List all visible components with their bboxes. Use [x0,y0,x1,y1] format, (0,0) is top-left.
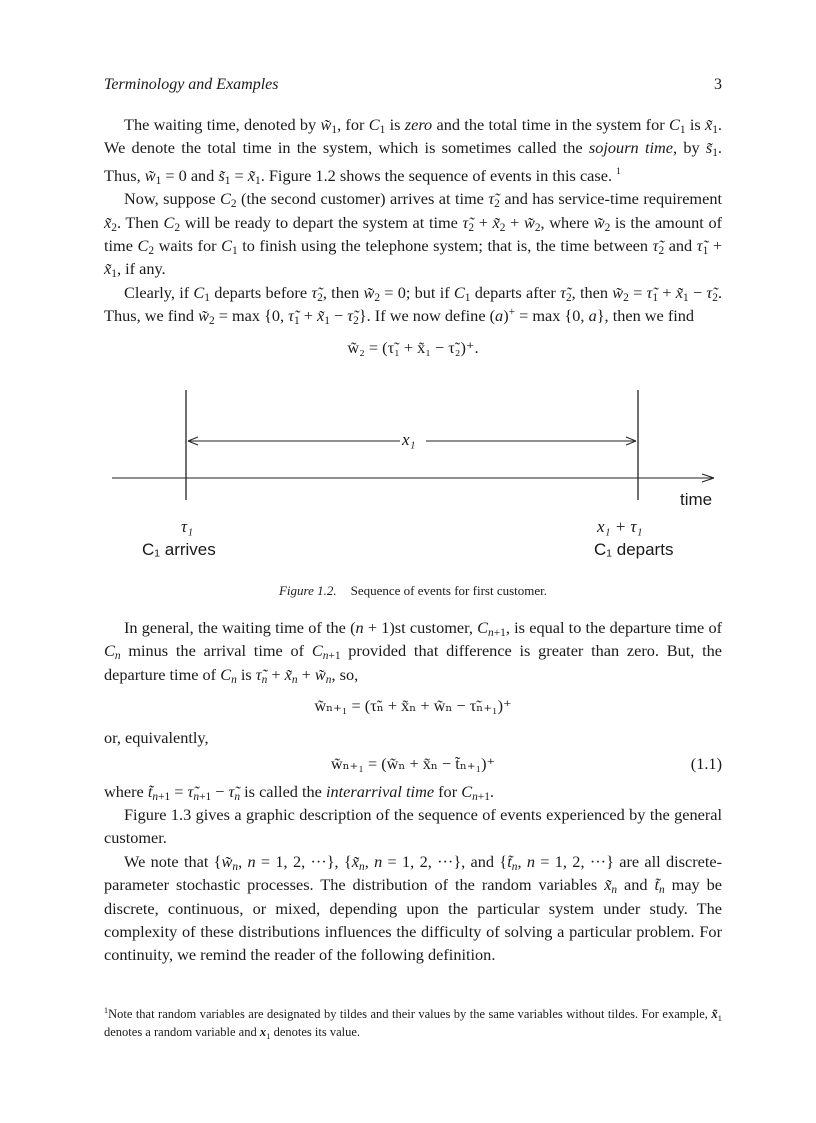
equation-number: (1.1) [690,753,722,773]
time-axis-label: time [680,490,713,509]
equation-w-n-plus-1: w̃ₙ₊₁ = (τ̃ₙ + x̃ₙ + w̃ₙ − τ̃ₙ₊₁)⁺ [314,696,512,716]
page-number: 3 [714,76,722,93]
caption-label: Figure 1.2. [278,583,337,598]
paragraph-3: Clearly, if $C_1$ departs before $\taũ_2$, then $w̃_2 = 0$; but if $C_1$ departs after $\taũ_2$, then $w̃_2$ = $\taũ_1$ + $x̃_1$ − $\taũ_2$. Thus, we find $w̃_2 = \max \{0$, $\taũ_1$ + $x̃_1$ − $\taũ_2$}. If we now define (a)+ = max {0, a}, then we find [104,282,723,328]
arrival-event-label: C₁ arrives [142,540,216,559]
running-head [104,76,722,98]
footnote-mark: 1 [104,1006,109,1015]
arrival-time-label: τ₁ [181,517,193,536]
equation-1-1 [104,752,722,778]
departure-event-label: C₁ departs [594,540,674,559]
footnote: $^1$Note that random variables are designated by tildes and their values by the same variables without tildes. For example, $x̃_1$ denotes a random variable and $x_1$ denotes its value. [104,1006,722,1041]
paragraph-6: Figure 1.3 gives a graphic description of the sequence of events experienced by the general customer. [104,805,722,848]
paragraph-7: We note that {$w̃_n$, n = 1, 2, ···}, {$x̃_n$, n = 1, 2, ···}, and {$t̃_n$, n = 1, 2, ···} are all discrete-parameter stochastic processes. The distribution of the random variables $x̃_n$ and $t̃_n$ may be discrete, continuous, or mixed, depending upon the particular system under study. The complexity of these distributions influences the difficulty of solving a particular problem. For continuity, we remind the reader of the following definition. [104,851,723,965]
caption-text: Sequence of events for first customer. [350,583,548,598]
equation-w2: w̃₂ = (τ̃₁ + x̃₁ − τ̃₂)⁺. [347,337,479,357]
paragraph-2: Now, suppose $C_2$ (the second customer) arrives at time $\taũ_2$ and has service-time requirement $x̃_2$. Then $C_2$ will be ready to depart the system at time $\taũ_2$ + $x̃_2$ + $w̃_2$, where $w̃_2$ is the amount of time $C_2$ waits for $C_1$ to finish using the telephone system; that is, the time between $\taũ_2$ and $\taũ_1$ + $x̃_1$, if any. [104,189,723,281]
footnote-reference[interactable]: 1 [616,165,621,177]
paragraph-4: In general, the waiting time of the (n + 1)st customer, $C_{n+1}$, is equal to the departure time of $C_n$ minus the arrival time of $C_{n+1}$ provided that difference is greater than zero. But, the departure time of $C_n$ is $\taũ_n$ + $x̃_n$ + $w̃_n$, so, [104,618,723,686]
body-text-lower [104,616,722,967]
departure-time-label: x₁ + τ₁ [597,517,643,536]
interval-label: x₁ [402,430,416,449]
paragraph-5: where $t̃_{n+1}$ = $\taũ_{n+1}$ − $\taũ_n$ is called the interarrival time for $C_{n+1}$. [104,781,494,803]
figure-caption [104,583,722,599]
figure-1-2 [104,382,722,600]
running-head-title: Terminology and Examples [104,76,279,93]
body-text-upper [104,113,722,368]
paragraph-1: The waiting time, denoted by $w̃_1$, for $C_1$ is zero and the total time in the system for $C_1$ is $x̃_1$. We denote the total time in the system, which is sometimes called the sojourn time, by $s̃_1$. Thus, $w̃_1 = 0$ and $s̃_1$ = $x̃_1$. Figure 1.2 shows the sequence of events in this case. $^1$ [104,115,722,187]
equivalently-text: or, equivalently, [104,728,209,748]
equation-1-1-body: w̃ₙ₊₁ = (w̃ₙ + x̃ₙ − t̃ₙ₊₁)⁺ [330,753,496,773]
